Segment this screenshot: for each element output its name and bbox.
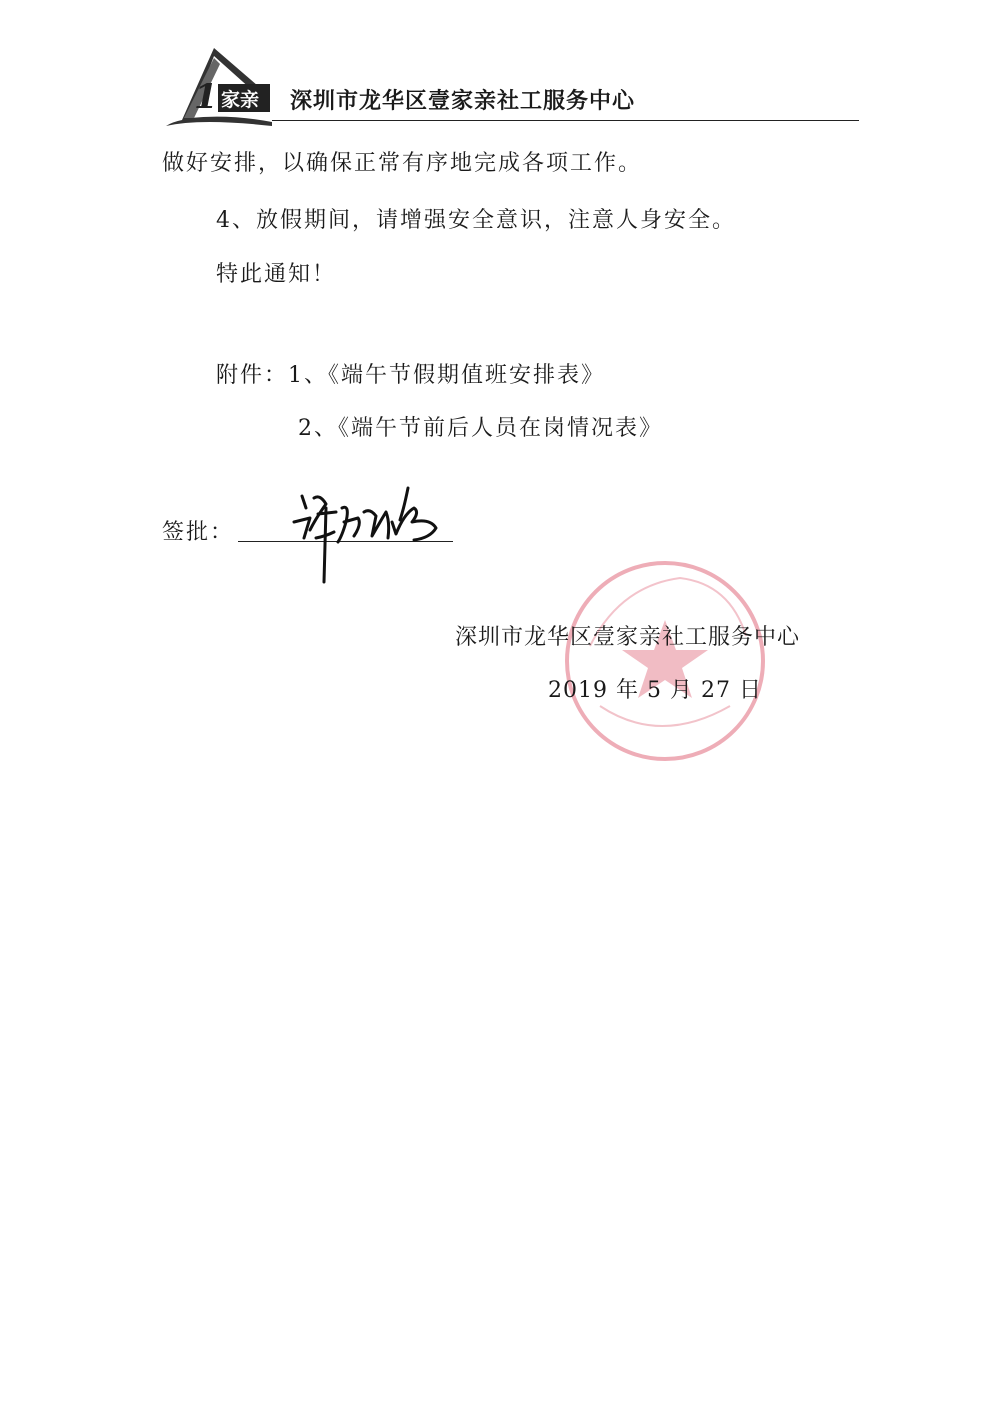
- attachment-line-1: 附件：1、《端午节假期值班安排表》: [216, 363, 605, 388]
- body-line-1: 做好安排，以确保正常有序地完成各项工作。: [162, 151, 643, 176]
- company-logo: [160, 48, 280, 130]
- signature-label: 签批：: [162, 520, 235, 545]
- header-divider: [272, 120, 859, 121]
- issue-date: 2019 年 5 月 27 日: [548, 678, 762, 703]
- logo-digit: 1: [194, 77, 218, 117]
- logo-graphic: [160, 48, 280, 130]
- attachment-line-2: 2、《端午节前后人员在岗情况表》: [298, 416, 663, 441]
- header-title: 深圳市龙华区壹家亲社工服务中心: [290, 89, 636, 114]
- issuing-organization: 深圳市龙华区壹家亲社工服务中心: [455, 625, 801, 650]
- logo-text: 家亲: [221, 89, 260, 111]
- body-line-3: 特此通知！: [216, 262, 337, 287]
- body-line-2: 4、放假期间，请增强安全意识，注意人身安全。: [216, 208, 736, 233]
- official-seal: [560, 556, 770, 766]
- handwritten-signature: [280, 478, 450, 590]
